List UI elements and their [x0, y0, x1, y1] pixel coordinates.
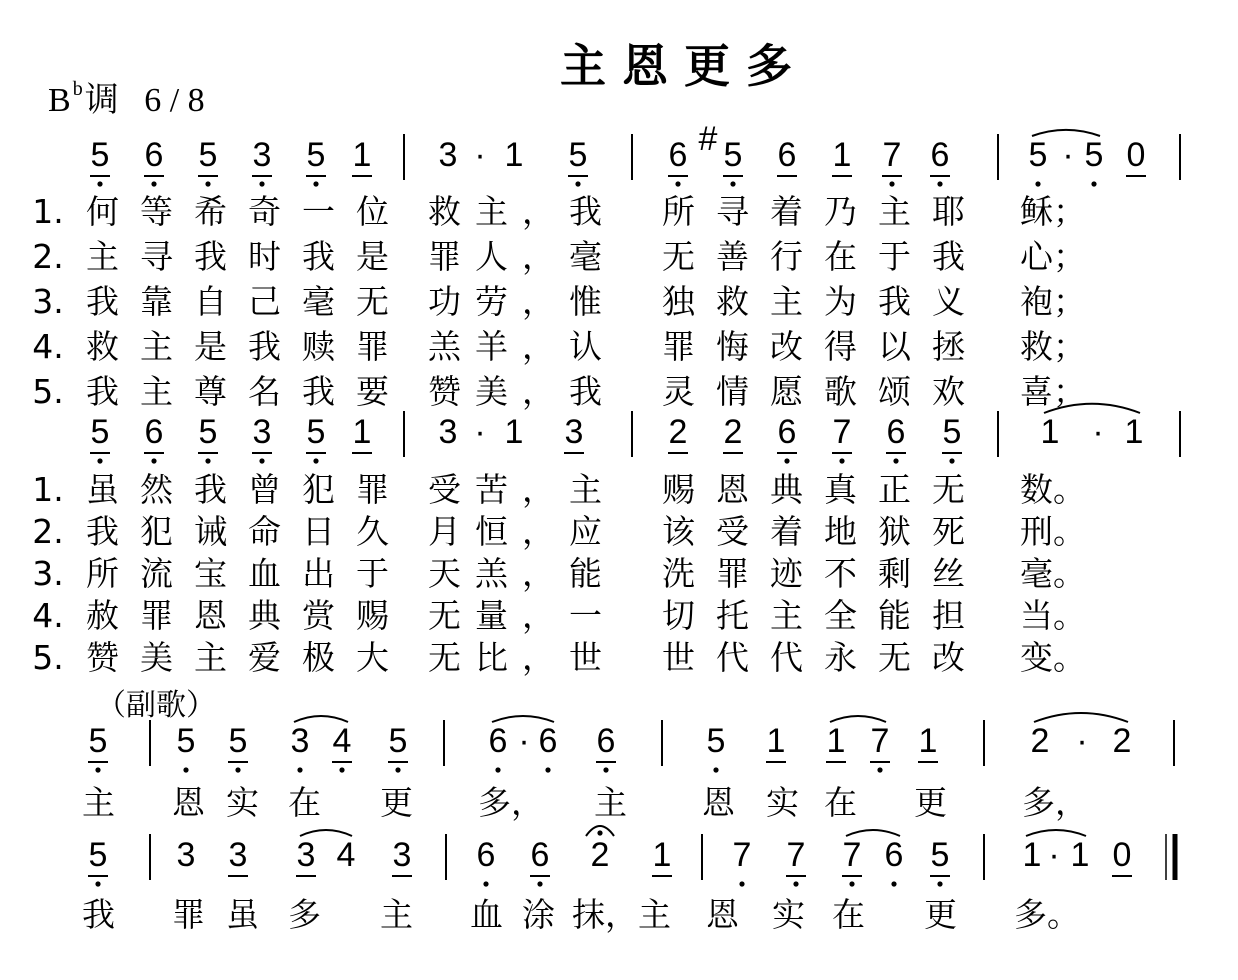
low-octave-dot	[151, 458, 156, 463]
low-octave-dot	[297, 767, 302, 772]
note: 3	[564, 413, 584, 451]
low-octave-dot	[259, 458, 264, 463]
note: 7	[842, 836, 862, 874]
verse-lyric-b: 功劳，惟	[428, 282, 616, 321]
note: 1	[504, 136, 524, 174]
note: 6	[144, 413, 164, 451]
verse-number: 1.	[32, 192, 64, 231]
slur-arc	[1034, 713, 1128, 722]
note: 3	[252, 136, 272, 174]
note: 7	[786, 836, 806, 874]
dot-extension: ·	[1048, 836, 1060, 874]
note: 5	[1084, 136, 1104, 174]
verse-lyric-end: 刑。	[1020, 512, 1086, 551]
verse-lyric-end: 心；	[1020, 237, 1086, 276]
chorus-lyric: 血	[470, 895, 503, 934]
verse-lyric-c: 切托主全能担	[662, 596, 986, 635]
verse-lyric-c: 世代代永无改	[662, 638, 986, 677]
chorus-lyric: 实	[772, 895, 805, 934]
chorus-lyric: 罪	[172, 895, 205, 934]
note: 5	[930, 836, 950, 874]
note: 1	[832, 136, 852, 174]
verse-number: 3.	[32, 554, 64, 593]
low-octave-dot	[483, 881, 488, 886]
note: 5	[90, 413, 110, 451]
low-octave-dot	[891, 881, 896, 886]
note: 6	[777, 136, 797, 174]
note: 7	[732, 836, 752, 874]
chorus-lyric: 实	[226, 783, 259, 822]
low-octave-dot	[205, 181, 210, 186]
note: 1	[1070, 836, 1090, 874]
note: 1	[766, 722, 786, 760]
low-octave-dot	[730, 181, 735, 186]
note: 1	[652, 836, 672, 874]
chorus-lyric: 主	[82, 783, 115, 822]
low-octave-dot	[877, 767, 882, 772]
verse-lyric-end: 袍；	[1020, 282, 1086, 321]
low-octave-dot	[95, 767, 100, 772]
verse-lyric-b: 受苦，主	[428, 470, 616, 509]
low-octave-dot	[545, 767, 550, 772]
verse-lyric-c: 罪悔改得以拯	[662, 327, 986, 366]
note: 3	[296, 836, 316, 874]
low-octave-dot	[339, 767, 344, 772]
verse-lyric-b: 月恒，应	[428, 512, 616, 551]
note: 5	[706, 722, 726, 760]
note: 5	[88, 836, 108, 874]
verse-lyric-b: 罪人，毫	[428, 237, 616, 276]
low-octave-dot	[151, 181, 156, 186]
verse-lyric-c: 所寻着乃主耶	[662, 192, 986, 231]
note: 6	[488, 722, 508, 760]
note: 5	[176, 722, 196, 760]
chorus-lyric: 在	[824, 783, 857, 822]
note: 5	[90, 136, 110, 174]
note: 5	[228, 722, 248, 760]
verse-lyric-c: 该受着地狱死	[662, 512, 986, 551]
song-title: 主恩更多	[560, 39, 808, 93]
verse-lyric-end: 变。	[1020, 638, 1086, 677]
verse-lyric-b: 赞美，我	[428, 372, 616, 411]
note: 5	[198, 413, 218, 451]
note: 3	[252, 413, 272, 451]
chorus-lyric: 抹，主	[572, 895, 671, 934]
note: 3	[438, 413, 458, 451]
chorus-lyric: 恩	[706, 895, 739, 934]
note: 5	[568, 136, 588, 174]
key-note: B	[48, 82, 71, 119]
time-signature: 6 / 8	[144, 82, 205, 119]
chorus-lyric: 多。	[1014, 895, 1080, 934]
low-octave-dot	[259, 181, 264, 186]
dot-extension: ·	[1092, 413, 1104, 451]
low-octave-dot	[603, 767, 608, 772]
verse-lyric-a: 主寻我时我是	[86, 237, 410, 276]
note: 5	[88, 722, 108, 760]
key-label: 调	[84, 82, 119, 119]
low-octave-dot	[313, 181, 318, 186]
chorus-lyric: 虽	[226, 895, 259, 934]
note: 3	[392, 836, 412, 874]
verse-lyric-end: 喜；	[1020, 372, 1086, 411]
verse-lyric-c: 赐恩典真正无	[662, 470, 986, 509]
low-octave-dot	[784, 458, 789, 463]
chorus-lyric: 更	[380, 783, 413, 822]
low-octave-dot	[893, 458, 898, 463]
low-octave-dot	[1035, 181, 1040, 186]
note: 1	[1022, 836, 1042, 874]
low-octave-dot	[675, 181, 680, 186]
chorus-lyric: 主	[380, 895, 413, 934]
verse-lyric-b: 救主，我	[428, 192, 616, 231]
verse-lyric-end: 当。	[1020, 596, 1086, 635]
chorus-lyric: 更	[914, 783, 947, 822]
chorus-lyric: 涂	[522, 895, 555, 934]
low-octave-dot	[97, 458, 102, 463]
chorus-lyric: 更	[924, 895, 957, 934]
note: 4	[336, 836, 356, 874]
note: 5	[942, 413, 962, 451]
note: 5	[388, 722, 408, 760]
verse-lyric-a: 救主是我赎罪	[86, 327, 410, 366]
low-octave-dot	[495, 767, 500, 772]
note: 6	[596, 722, 616, 760]
verse-lyric-b: 无量，一	[428, 596, 616, 635]
chorus-lyric: 我	[82, 895, 115, 934]
chorus-lyric: 恩	[702, 783, 735, 822]
low-octave-dot	[313, 458, 318, 463]
note: 5	[306, 136, 326, 174]
sharp-sign: #	[698, 120, 718, 158]
verse-number: 2.	[32, 237, 64, 276]
verse-lyric-a: 赦罪恩典赏赐	[86, 596, 410, 635]
chorus-lyric: 实	[766, 783, 799, 822]
verse-lyric-b: 无比，世	[428, 638, 616, 677]
note: 3	[438, 136, 458, 174]
low-octave-dot	[395, 767, 400, 772]
chorus-lyric: 多	[288, 895, 321, 934]
fermata-dot	[597, 830, 602, 835]
low-octave-dot	[839, 458, 844, 463]
note: 1	[352, 413, 372, 451]
verse-number: 4.	[32, 596, 64, 635]
low-octave-dot	[713, 767, 718, 772]
note: 7	[832, 413, 852, 451]
note: 4	[332, 722, 352, 760]
note: 1	[1040, 413, 1060, 451]
verse-number: 3.	[32, 282, 64, 321]
verse-lyric-a: 我主尊名我要	[86, 372, 410, 411]
dot-extension: ·	[1076, 722, 1088, 760]
note: 3	[176, 836, 196, 874]
verse-lyric-c: 灵情愿歌颂欢	[662, 372, 986, 411]
note: 3	[290, 722, 310, 760]
note: 6	[538, 722, 558, 760]
chorus-lyric: 主	[594, 783, 627, 822]
dot-extension: ·	[474, 136, 486, 174]
low-octave-dot	[537, 881, 542, 886]
verse-lyric-a: 我犯诫命日久	[86, 512, 410, 551]
low-octave-dot	[97, 181, 102, 186]
low-octave-dot	[937, 181, 942, 186]
verse-lyric-end: 救；	[1020, 327, 1086, 366]
note: 1	[826, 722, 846, 760]
note: 0	[1112, 836, 1132, 874]
chorus-lyric: 恩	[172, 783, 205, 822]
dot-extension: ·	[518, 722, 530, 760]
verse-number: 5.	[32, 638, 64, 677]
verse-number: 2.	[32, 512, 64, 551]
low-octave-dot	[235, 767, 240, 772]
note: 1	[918, 722, 938, 760]
note: 6	[530, 836, 550, 874]
verse-lyric-c: 无善行在于我	[662, 237, 986, 276]
note: 5	[198, 136, 218, 174]
low-octave-dot	[575, 181, 580, 186]
key-accidental: b	[72, 78, 83, 100]
low-octave-dot	[793, 881, 798, 886]
chorus-lyric: 在	[832, 895, 865, 934]
chorus-lyric: 多，	[478, 783, 544, 822]
note: 0	[1126, 136, 1146, 174]
note: 6	[668, 136, 688, 174]
verse-lyric-c: 洗罪迹不剩丝	[662, 554, 986, 593]
verse-lyric-a: 何等希奇一位	[86, 192, 410, 231]
low-octave-dot	[1091, 181, 1096, 186]
verse-number: 5.	[32, 372, 64, 411]
dot-extension: ·	[1062, 136, 1074, 174]
verse-lyric-end: 数。	[1020, 470, 1086, 509]
note: 6	[930, 136, 950, 174]
verse-lyric-a: 虽然我曾犯罪	[86, 470, 410, 509]
low-octave-dot	[95, 881, 100, 886]
verse-lyric-a: 我靠自己毫无	[86, 282, 410, 321]
verse-lyric-end: 稣；	[1020, 192, 1086, 231]
dot-extension: ·	[474, 413, 486, 451]
note: 1	[1124, 413, 1144, 451]
verse-lyric-c: 独救主为我义	[662, 282, 986, 321]
low-octave-dot	[937, 881, 942, 886]
verse-number: 4.	[32, 327, 64, 366]
note: 2	[723, 413, 743, 451]
note: 3	[228, 836, 248, 874]
low-octave-dot	[183, 767, 188, 772]
note: 2	[1030, 722, 1050, 760]
note: 6	[777, 413, 797, 451]
low-octave-dot	[849, 881, 854, 886]
chorus-lyric: 多，	[1022, 783, 1088, 822]
note: 1	[504, 413, 524, 451]
chorus-lyric: 在	[288, 783, 321, 822]
note: 6	[144, 136, 164, 174]
low-octave-dot	[739, 881, 744, 886]
note: 2	[590, 836, 610, 874]
note: 2	[668, 413, 688, 451]
note: 5	[723, 136, 743, 174]
note: 7	[870, 722, 890, 760]
verse-number: 1.	[32, 470, 64, 509]
low-octave-dot	[205, 458, 210, 463]
note: 6	[476, 836, 496, 874]
note: 5	[306, 413, 326, 451]
note: 6	[886, 413, 906, 451]
verse-lyric-a: 赞美主爱极大	[86, 638, 410, 677]
note: 5	[1028, 136, 1048, 174]
verse-lyric-a: 所流宝血出于	[86, 554, 410, 593]
verse-lyric-b: 羔羊，认	[428, 327, 616, 366]
low-octave-dot	[889, 181, 894, 186]
note: 7	[882, 136, 902, 174]
low-octave-dot	[949, 458, 954, 463]
verse-lyric-end: 毫。	[1020, 554, 1086, 593]
chorus-label: （副歌）	[96, 688, 216, 723]
note: 6	[884, 836, 904, 874]
note: 2	[1112, 722, 1132, 760]
note: 1	[352, 136, 372, 174]
verse-lyric-b: 天羔，能	[428, 554, 616, 593]
